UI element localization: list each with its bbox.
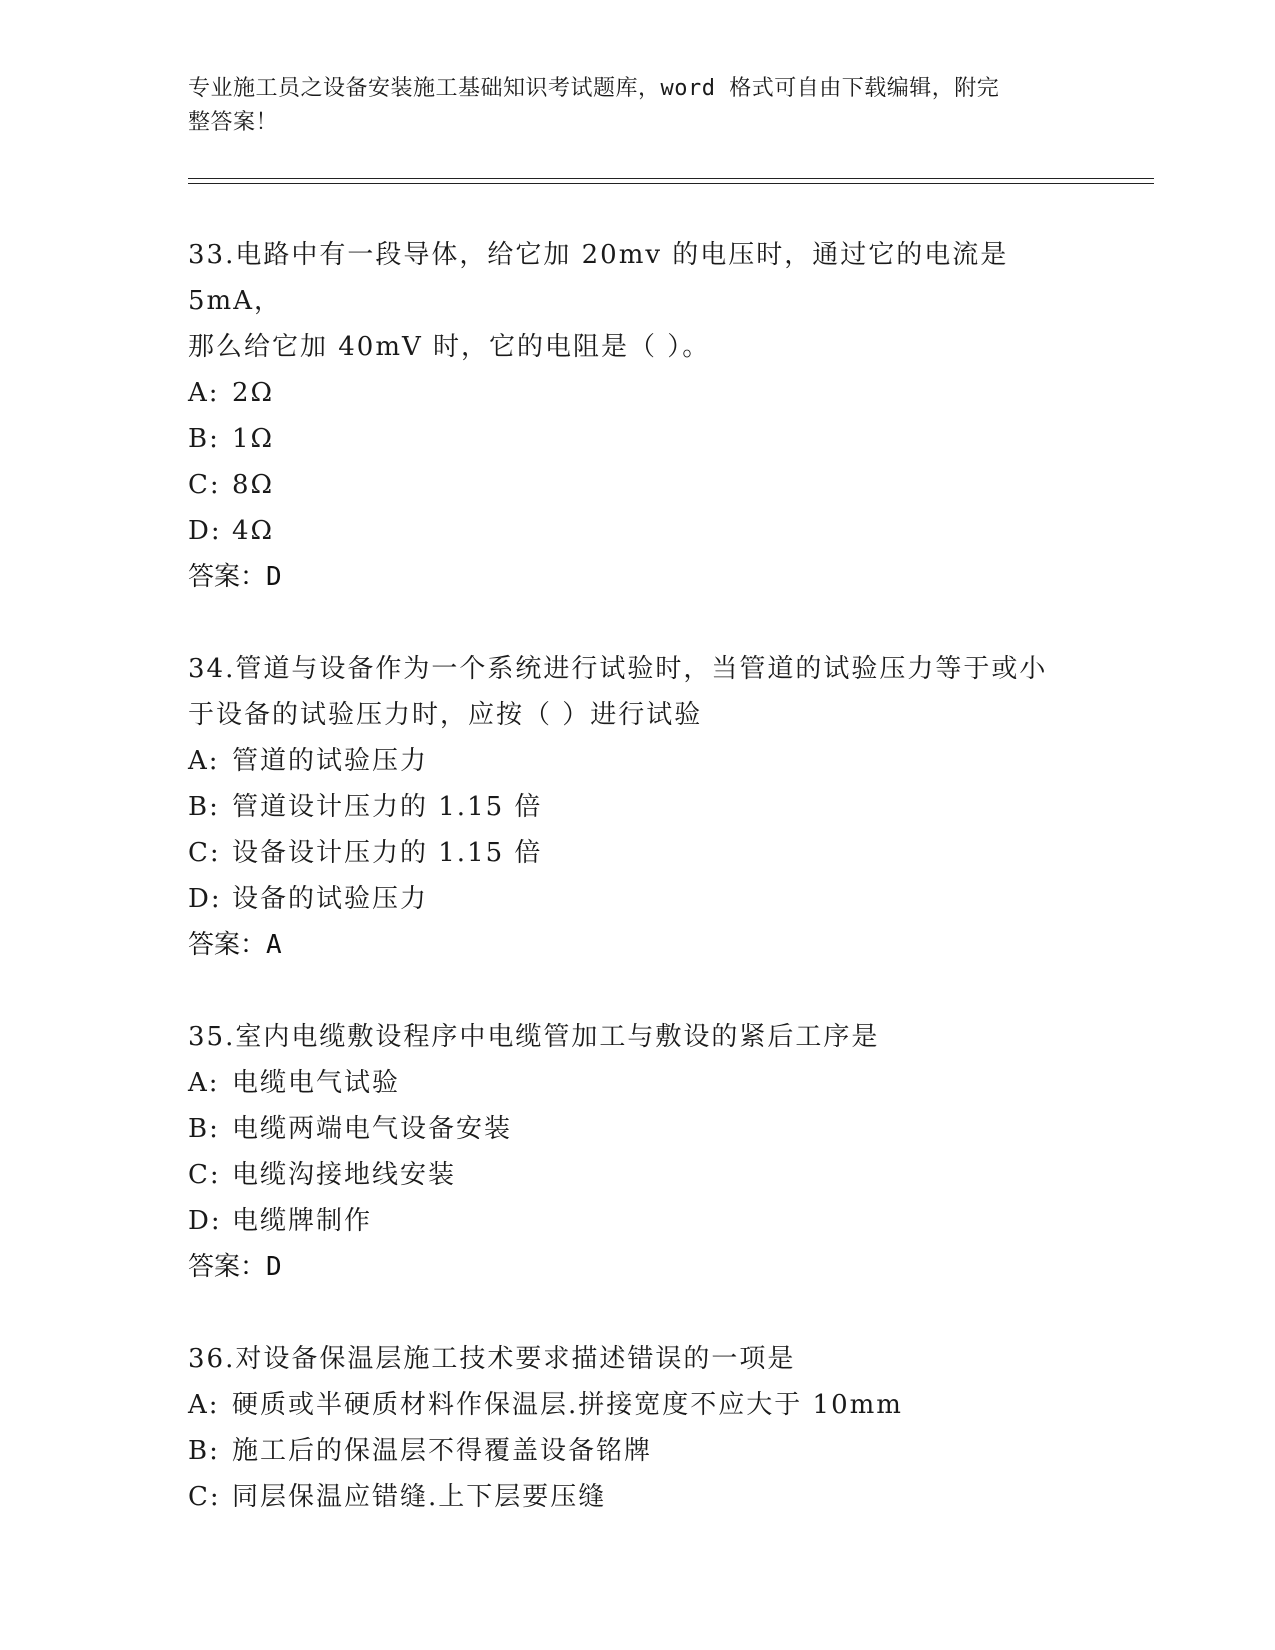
option-d [188,876,1088,922]
option-b [188,784,1088,830]
question-stem-line: 34.管道与设备作为一个系统进行试验时，当管道的试验压力等于或小 [188,654,1048,684]
option-letter: C: [188,1482,221,1512]
header-divider-bottom [188,183,1154,184]
header-line-1: 专业施工员之设备安装施工基础知识考试题库，word 格式可自由下载编辑，附完 [188,76,1000,101]
option-letter: A: [188,1068,220,1098]
option-text: 电缆电气试验 [232,1068,401,1098]
question-36 [188,1336,1088,1520]
option-text: 设备的试验压力 [232,884,429,914]
option-a [188,1060,1088,1106]
option-letter: A: [188,1390,220,1420]
option-text: 同层保温应错缝.上下层要压缝 [232,1482,607,1512]
option-text: 2Ω [232,378,275,408]
option-text: 8Ω [232,470,275,500]
answer-line: 答案：D [188,1252,282,1282]
option-c [188,830,1088,876]
option-text: 1Ω [232,424,275,454]
option-a [188,370,1088,416]
option-letter: B: [188,424,220,454]
option-letter: C: [188,1160,221,1190]
question-stem-line: 35.室内电缆敷设程序中电缆管加工与敷设的紧后工序是 [188,1022,880,1052]
option-text: 设备设计压力的 1.15 倍 [232,838,543,868]
option-letter: D: [188,884,222,914]
option-b [188,1106,1088,1152]
option-c [188,1474,1088,1520]
document-header [188,72,1088,140]
header-line-2: 整答案！ [188,110,279,135]
question-list [188,232,1088,1566]
option-text: 施工后的保温层不得覆盖设备铭牌 [232,1436,653,1466]
option-d [188,508,1088,554]
option-text: 硬质或半硬质材料作保温层.拼接宽度不应大于 10mm [232,1390,903,1420]
header-divider-top [188,178,1154,179]
question-stem-line: 33.电路中有一段导体，给它加 20mv 的电压时，通过它的电流是 5mA， [188,240,1009,316]
question-stem-line: 那么给它加 40mV 时，它的电阻是（ ）。 [188,332,711,362]
option-text: 管道设计压力的 1.15 倍 [232,792,543,822]
answer-line: 答案：A [188,930,282,960]
question-stem-line: 于设备的试验压力时，应按（ ）进行试验 [188,700,703,730]
option-text: 4Ω [232,516,275,546]
option-c [188,462,1088,508]
option-b [188,416,1088,462]
option-letter: C: [188,838,221,868]
option-d [188,1198,1088,1244]
option-c [188,1152,1088,1198]
option-letter: A: [188,746,220,776]
option-letter: D: [188,516,222,546]
question-stem-line: 36.对设备保温层施工技术要求描述错误的一项是 [188,1344,796,1374]
option-a [188,1382,1088,1428]
option-text: 电缆沟接地线安装 [232,1160,457,1190]
option-b [188,1428,1088,1474]
question-35 [188,1014,1088,1290]
option-letter: B: [188,792,220,822]
option-text: 电缆牌制作 [232,1206,373,1236]
option-letter: B: [188,1114,220,1144]
option-text: 管道的试验压力 [232,746,429,776]
option-letter: C: [188,470,221,500]
answer-line: 答案：D [188,562,282,592]
question-33 [188,232,1088,600]
option-letter: D: [188,1206,222,1236]
question-34 [188,646,1088,968]
option-letter: B: [188,1436,220,1466]
option-text: 电缆两端电气设备安装 [232,1114,513,1144]
option-a [188,738,1088,784]
option-letter: A: [188,378,220,408]
